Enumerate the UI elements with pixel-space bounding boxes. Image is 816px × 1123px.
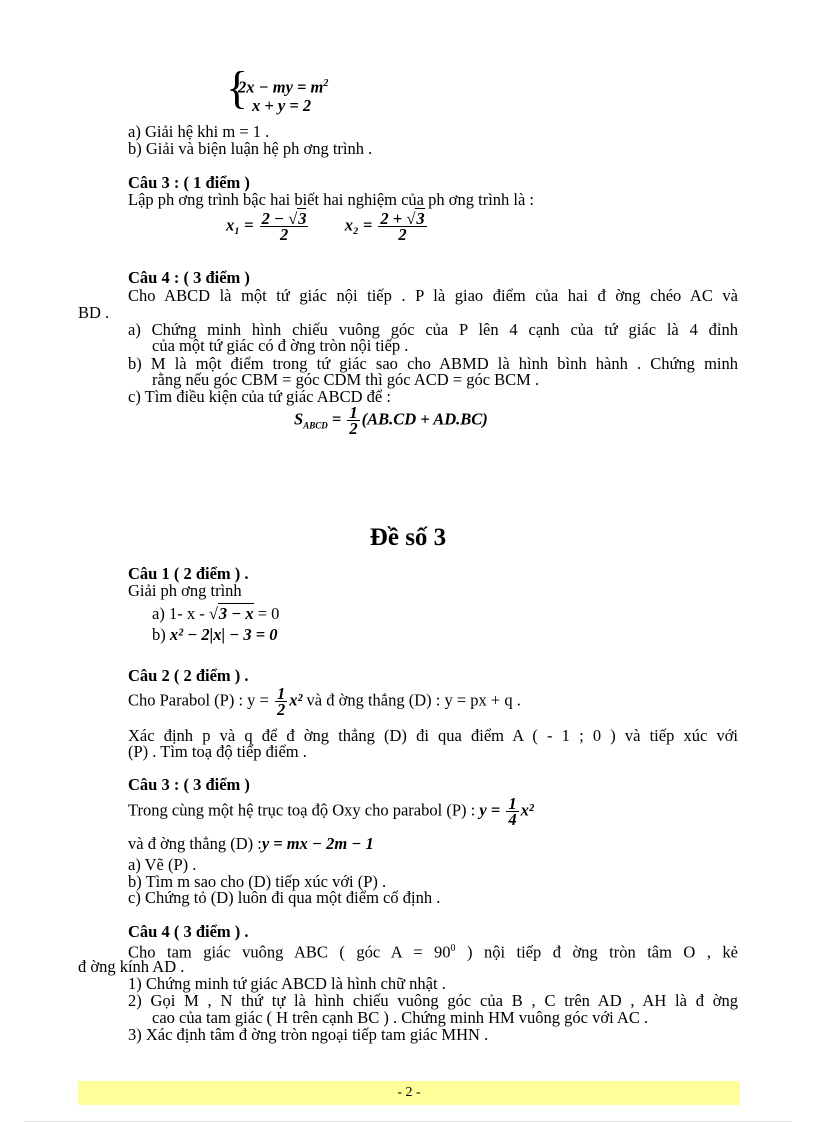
item-2-cont: cao của tam giác ( H trên cạnh BC ) . Chứng minh HM vuông góc với AC . bbox=[152, 1008, 649, 1027]
line-d: và đ ờng thẳng (D) :y = mx − 2m − 1 bbox=[128, 834, 374, 853]
roots-formula: x₁ = $\frac{2 - √3}{2}$ x₂ = $\frac{2 + √3}{2}$ bbox=[226, 209, 425, 244]
question-title: Câu 2 ( 2 điểm ) . bbox=[128, 666, 249, 685]
part-b: b) M là một điểm trong tứ giác sao cho ABMD là hình bình hành . Chứng minh bbox=[128, 354, 738, 373]
parabol-line: Trong cùng một hệ trục toạ độ Oxy cho parabol (P) : y = $\frac{1}{4}$ x² bbox=[128, 794, 534, 829]
part-b-cont: rằng nếu góc CBM = góc CDM thì góc ACD = góc BCM . bbox=[152, 370, 540, 389]
equation-1: 2x − my = $m^2$ bbox=[238, 77, 329, 97]
question-text: Lập ph ơng trình bậc hai biết hai nghiệm của ph ơng trình là : bbox=[128, 190, 535, 209]
part-b: b) Giải và biện luận hệ ph ơng trình . bbox=[128, 139, 373, 158]
brace-glyph: { bbox=[226, 62, 249, 113]
question-text: (P) . Tìm toạ độ tiếp điểm . bbox=[128, 742, 307, 761]
part-c: c) Chứng tỏ (D) luôn đi qua một điểm cố định . bbox=[128, 888, 441, 907]
question-text: Cho tam giác vuông ABC ( góc $A = 90^0$ ) nội tiếp đ ờng tròn tâm O , kẻ bbox=[128, 942, 738, 962]
part-a: a) Vẽ (P) . bbox=[128, 855, 197, 874]
part-a-cont: của một tứ giác có đ ờng tròn nội tiếp . bbox=[152, 336, 409, 355]
question-title: Câu 4 ( 3 điểm ) . bbox=[128, 922, 249, 941]
item-3: 3) Xác định tâm đ ờng tròn ngoại tiếp tam giác MHN . bbox=[128, 1025, 489, 1044]
part-a: a) Chứng minh hình chiếu vuông góc của P lên 4 cạnh của tứ giác là 4 đỉnh bbox=[128, 320, 738, 339]
question-text: Cho ABCD là một tứ giác nội tiếp . P là giao điểm của hai đ ờng chéo AC và bbox=[128, 286, 738, 305]
page-footer bbox=[78, 1081, 740, 1105]
item-1: 1) Chứng minh tứ giác ABCD là hình chữ nhật . bbox=[128, 974, 446, 993]
question-text: đ ờng kính AD . bbox=[78, 957, 185, 976]
question-title: Câu 3 : ( 1 điểm ) bbox=[128, 173, 250, 192]
item-2: 2) Gọi M , N thứ tự là hình chiếu vuông góc của B , C trên AD , AH là đ ờng bbox=[128, 991, 738, 1010]
part-b: b) Tìm m sao cho (D) tiếp xúc với (P) . bbox=[128, 872, 387, 891]
part-a: a) 1- x - √3 − x = 0 bbox=[152, 604, 280, 623]
part-c: c) Tìm điều kiện của tứ giác ABCD để : bbox=[128, 387, 391, 406]
page-number: - 2 - bbox=[397, 1085, 421, 1100]
question-title: Câu 4 : ( 3 điểm ) bbox=[128, 268, 250, 287]
question-title: Câu 1 ( 2 điểm ) . bbox=[128, 564, 249, 583]
question-text: Xác định p và q để đ ờng thẳng (D) đi qua điểm A ( - 1 ; 0 ) và tiếp xúc với bbox=[128, 726, 738, 745]
question-text: BD . bbox=[78, 303, 110, 322]
page-edge-divider bbox=[25, 1121, 791, 1122]
section-heading: Đề số 3 bbox=[369, 524, 447, 551]
part-a: a) Giải hệ khi m = 1 . bbox=[128, 122, 270, 141]
part-b: b) x² − 2|x| − 3 = 0 bbox=[152, 625, 278, 644]
question-title: Câu 3 : ( 3 điểm ) bbox=[128, 775, 250, 794]
question-text: Giải ph ơng trình bbox=[128, 581, 242, 600]
parabol-line: Cho Parabol (P) : y = $\frac{1}{2}$ x² và đ ờng thẳng (D) : y = px + q . bbox=[128, 684, 521, 719]
equation-2: x + y = 2 bbox=[252, 96, 312, 115]
area-formula: $S_{ABCD}$ = $\frac{1}{2}$ (AB.CD + AD.BC) bbox=[294, 403, 488, 438]
